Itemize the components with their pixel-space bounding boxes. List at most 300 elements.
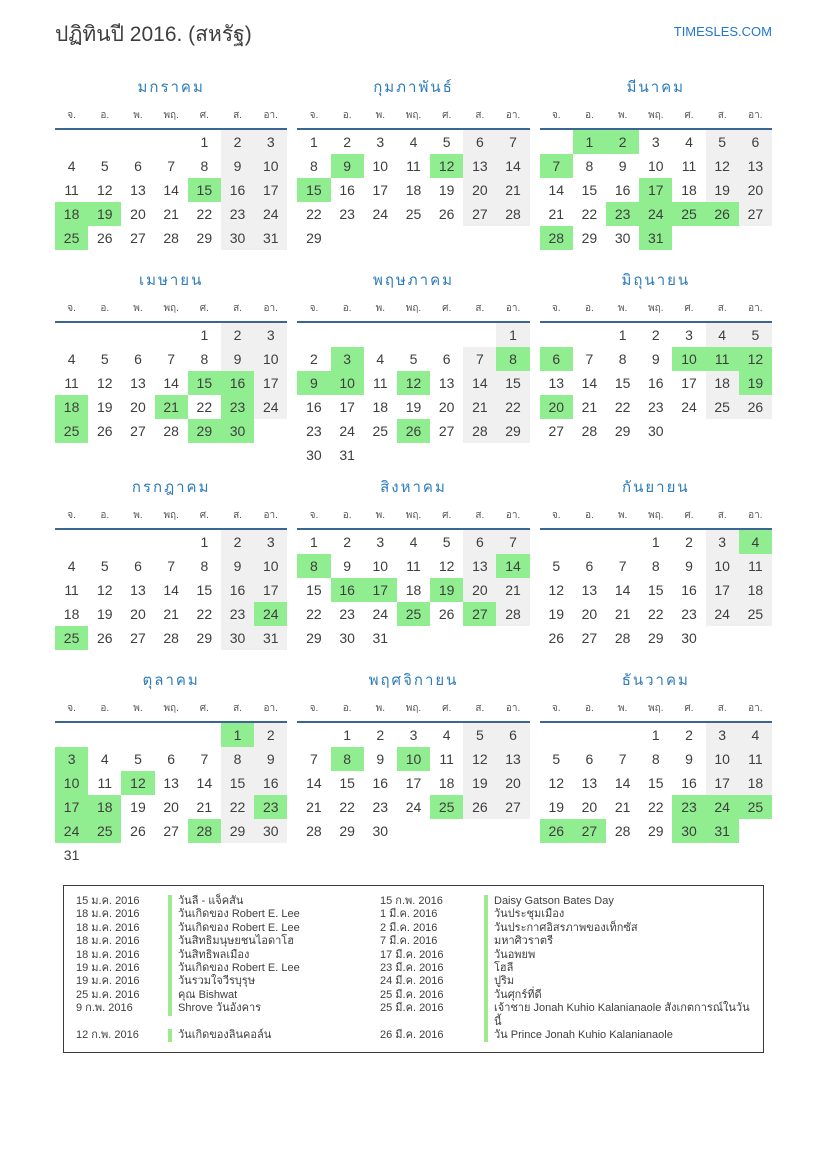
day-cell: 27: [130, 423, 146, 439]
day-cell: 22: [339, 799, 355, 815]
day-cell: 3: [254, 322, 287, 347]
legend-row: [76, 908, 753, 921]
day-cell: 14: [196, 775, 213, 791]
weekday-header: ศ.: [188, 301, 221, 322]
weekday-header: อา.: [496, 701, 529, 722]
weekday-header: อา.: [496, 508, 529, 529]
day-cell: 19: [405, 399, 422, 415]
day-cell: 9: [343, 558, 351, 574]
day-cell: 23: [339, 606, 355, 622]
day-cell: 1: [651, 727, 660, 743]
day-cell: 8: [496, 347, 529, 371]
day-cell: 30: [221, 419, 254, 443]
day-cell: 23: [648, 399, 664, 415]
month-title: กุมภาพันธ์: [373, 79, 454, 96]
day-cell: 21: [306, 799, 322, 815]
day-cell: 1: [200, 534, 209, 550]
weekday-header: พ.: [364, 301, 397, 322]
legend-date: 7 มี.ค. 2016: [380, 935, 438, 948]
day-cell: 4: [100, 751, 109, 767]
empty-cell: [155, 129, 188, 154]
legend-date: 18 ม.ค. 2016: [76, 921, 140, 934]
day-cell: 13: [581, 775, 598, 791]
weekday-header: ส.: [706, 108, 739, 129]
day-cell: 15: [581, 182, 598, 198]
weekday-header: อ.: [573, 508, 606, 529]
day-cell: 27: [548, 423, 565, 439]
day-cell: 15: [188, 178, 221, 202]
weekday-header: ศ.: [430, 701, 463, 722]
day-cell: 17: [681, 375, 697, 391]
day-cell: 31: [254, 226, 287, 250]
weekday-header: จ.: [297, 508, 330, 529]
day-cell: 3: [254, 529, 287, 554]
day-cell: 26: [463, 795, 496, 819]
legend-date: 15 ก.พ. 2016: [380, 895, 443, 907]
empty-cell: [540, 322, 573, 347]
day-cell: 15: [221, 771, 254, 795]
day-cell: 27: [130, 230, 146, 246]
legend-holiday-label: เจ้าชาย Jonah Kuhio Kalanianaole สังเกตการณ์ในวันนี้: [494, 1002, 750, 1028]
day-cell: 24: [372, 606, 389, 622]
day-cell: 16: [306, 399, 322, 415]
weekday-header: ศ.: [672, 301, 705, 322]
day-cell: 10: [254, 347, 287, 371]
day-cell: 6: [585, 751, 594, 767]
legend-holiday-label: Daisy Gatson Bates Day: [494, 895, 614, 907]
day-cell: 28: [163, 230, 179, 246]
day-cell: 29: [221, 819, 254, 843]
day-cell: 9: [618, 158, 627, 174]
day-cell: 9: [221, 347, 254, 371]
empty-cell: [397, 626, 430, 650]
day-cell: 12: [430, 154, 463, 178]
legend-date: 19 ม.ค. 2016: [76, 975, 140, 988]
day-cell: 9: [254, 747, 287, 771]
day-cell: 27: [581, 630, 598, 646]
day-cell: 4: [67, 351, 76, 367]
day-cell: 20: [163, 799, 179, 815]
weekday-header: ส.: [706, 301, 739, 322]
day-cell: 28: [463, 419, 496, 443]
legend-date: 17 มี.ค. 2016: [380, 948, 444, 961]
day-cell: 7: [167, 351, 176, 367]
month-block-4: [55, 264, 287, 467]
month-block-1: [55, 71, 287, 260]
empty-cell: [706, 419, 739, 443]
day-cell: 3: [376, 534, 385, 550]
day-cell: 19: [548, 606, 565, 622]
day-cell: 27: [463, 202, 496, 226]
month-block-3: [540, 71, 772, 260]
weekday-header: อา.: [254, 508, 287, 529]
day-cell: 29: [306, 230, 322, 246]
day-cell: 6: [496, 722, 529, 747]
day-cell: 26: [130, 823, 146, 839]
legend-holiday: [168, 922, 380, 935]
day-cell: 12: [96, 582, 113, 598]
day-cell: 25: [372, 423, 389, 439]
day-cell: 11: [706, 347, 739, 371]
day-cell: 21: [581, 399, 598, 415]
day-cell: 16: [221, 578, 254, 602]
legend-holiday: [168, 949, 380, 962]
day-cell: 6: [134, 158, 142, 174]
weekday-header: ส.: [463, 508, 496, 529]
legend-holiday-label: วันศุกร์ที่ดี: [494, 988, 542, 1001]
day-cell: 14: [614, 582, 631, 598]
day-cell: 22: [196, 606, 213, 622]
empty-cell: [540, 722, 573, 747]
day-cell: 17: [254, 371, 287, 395]
weekday-header: ส.: [221, 508, 254, 529]
day-cell: 8: [651, 751, 660, 767]
day-cell: 12: [96, 375, 113, 391]
empty-cell: [496, 226, 529, 250]
day-cell: 21: [163, 606, 179, 622]
month-calendar: [297, 301, 529, 467]
day-cell: 13: [463, 554, 496, 578]
day-cell: 10: [706, 554, 739, 578]
legend-date: 26 มี.ค. 2016: [380, 1029, 444, 1042]
day-cell: 5: [409, 351, 418, 367]
empty-cell: [496, 819, 529, 843]
legend-date: 25 มี.ค. 2016: [380, 988, 444, 1001]
day-cell: 18: [372, 399, 389, 415]
day-cell: 13: [130, 182, 146, 198]
empty-cell: [463, 626, 496, 650]
day-cell: 8: [651, 558, 660, 574]
empty-cell: [331, 226, 364, 250]
day-cell: 3: [706, 722, 739, 747]
day-cell: 20: [739, 178, 772, 202]
weekday-header: อ.: [88, 508, 121, 529]
day-cell: 6: [585, 558, 594, 574]
day-cell: 9: [221, 554, 254, 578]
day-cell: 22: [614, 399, 631, 415]
day-cell: 31: [706, 819, 739, 843]
month-title: ธันวาคม: [621, 672, 690, 689]
site-link[interactable]: TIMESLES.COM: [673, 24, 772, 39]
day-cell: 15: [188, 371, 221, 395]
weekday-header: ศ.: [672, 701, 705, 722]
day-cell: 21: [463, 395, 496, 419]
legend-holiday-label: วันลี - แจ็คสัน: [178, 895, 244, 907]
legend-row: [76, 1002, 753, 1029]
legend-holiday-label: คุณ Bishwat: [178, 988, 238, 1001]
day-cell: 24: [254, 202, 287, 226]
weekday-header: อา.: [739, 301, 772, 322]
legend-holiday-label: วันเกิดของ Robert E. Lee: [178, 921, 300, 934]
weekday-header: จ.: [297, 108, 330, 129]
empty-cell: [88, 722, 121, 747]
day-cell: 31: [63, 847, 80, 863]
day-cell: 23: [221, 602, 254, 626]
day-cell: 13: [163, 775, 179, 791]
weekday-header: พ.: [121, 508, 154, 529]
day-cell: 28: [614, 823, 631, 839]
day-cell: 7: [463, 347, 496, 371]
day-cell: 25: [739, 602, 772, 626]
day-cell: 25: [88, 819, 121, 843]
day-cell: 16: [339, 182, 355, 198]
day-cell: 8: [310, 158, 318, 174]
day-cell: 19: [739, 371, 772, 395]
day-cell: 9: [651, 351, 660, 367]
empty-cell: [188, 843, 221, 867]
day-cell: 24: [405, 799, 422, 815]
legend-date: 12 ก.พ. 2016: [76, 1029, 139, 1042]
holiday-marker-icon: [484, 1029, 488, 1042]
legend-holiday-label: วันรวมใจวีรบุรุษ: [178, 975, 256, 988]
month-title: พฤษภาคม: [372, 272, 455, 289]
day-cell: 10: [706, 747, 739, 771]
legend-holiday: [168, 1002, 380, 1015]
day-cell: 8: [221, 747, 254, 771]
empty-cell: [672, 419, 705, 443]
legend-holiday: [484, 1029, 753, 1042]
day-cell: 29: [306, 630, 322, 646]
day-cell: 7: [167, 558, 176, 574]
day-cell: 17: [55, 795, 88, 819]
day-cell: 28: [163, 630, 179, 646]
day-cell: 3: [651, 134, 660, 150]
day-cell: 19: [548, 799, 565, 815]
weekday-header: อา.: [254, 108, 287, 129]
day-cell: 1: [651, 534, 660, 550]
day-cell: 17: [706, 578, 739, 602]
weekday-header: ส.: [463, 701, 496, 722]
month-block-10: [55, 664, 287, 867]
day-cell: 8: [200, 351, 209, 367]
day-cell: 2: [310, 351, 318, 367]
day-cell: 3: [409, 727, 418, 743]
weekday-header: พฤ.: [397, 108, 430, 129]
legend-holiday: [168, 908, 380, 921]
day-cell: 10: [372, 158, 389, 174]
day-cell: 18: [55, 395, 88, 419]
day-cell: 5: [463, 722, 496, 747]
day-cell: 23: [372, 799, 389, 815]
day-cell: 2: [343, 534, 351, 550]
day-cell: 7: [540, 154, 573, 178]
day-cell: 1: [200, 327, 209, 343]
holiday-marker-icon: [168, 962, 172, 975]
day-cell: 3: [331, 347, 364, 371]
legend-row: [76, 989, 753, 1002]
legend-holiday: [484, 908, 753, 921]
weekday-header: อ.: [331, 301, 364, 322]
empty-cell: [121, 129, 154, 154]
empty-cell: [254, 419, 287, 443]
day-cell: 16: [648, 375, 664, 391]
legend-holiday-label: วัน Prince Jonah Kuhio Kalanianaole: [494, 1029, 673, 1042]
day-cell: 23: [254, 795, 287, 819]
month-calendar: [540, 508, 772, 650]
day-cell: 25: [405, 206, 422, 222]
day-cell: 23: [221, 202, 254, 226]
day-cell: 11: [739, 554, 772, 578]
day-cell: 11: [406, 558, 421, 574]
day-cell: 25: [672, 202, 705, 226]
weekday-header: พฤ.: [155, 508, 188, 529]
legend-date: 1 มี.ค. 2016: [380, 908, 438, 921]
legend-holiday-label: Shrove วันอังคาร: [178, 1002, 262, 1015]
legend-holiday-label: วันเกิดของลินคอล์น: [178, 1029, 272, 1042]
day-cell: 4: [739, 529, 772, 554]
day-cell: 24: [339, 423, 355, 439]
weekday-header: พฤ.: [639, 508, 672, 529]
day-cell: 24: [55, 819, 88, 843]
weekday-header: พ.: [606, 108, 639, 129]
day-cell: 16: [681, 775, 697, 791]
legend-date: 25 ม.ค. 2016: [76, 988, 140, 1001]
day-cell: 13: [130, 582, 146, 598]
day-cell: 4: [442, 727, 451, 743]
weekday-header: พ.: [364, 108, 397, 129]
day-cell: 1: [200, 134, 209, 150]
day-cell: 14: [496, 154, 529, 178]
empty-cell: [430, 226, 463, 250]
day-cell: 28: [306, 823, 322, 839]
empty-cell: [55, 129, 88, 154]
day-cell: 28: [496, 202, 529, 226]
day-cell: 16: [254, 771, 287, 795]
day-cell: 23: [339, 206, 355, 222]
day-cell: 29: [648, 823, 664, 839]
day-cell: 18: [681, 182, 697, 198]
day-cell: 13: [581, 582, 598, 598]
day-cell: 11: [64, 375, 79, 391]
legend-holiday: [484, 949, 753, 962]
day-cell: 30: [614, 230, 631, 246]
day-cell: 17: [364, 578, 397, 602]
empty-cell: [706, 226, 739, 250]
legend-date: 24 มี.ค. 2016: [380, 975, 444, 988]
weekday-header: พฤ.: [155, 301, 188, 322]
empty-cell: [155, 322, 188, 347]
day-cell: 16: [681, 582, 697, 598]
weekday-header: พฤ.: [639, 108, 672, 129]
holiday-marker-icon: [484, 895, 488, 908]
weekday-header: พ.: [606, 701, 639, 722]
empty-cell: [121, 722, 154, 747]
empty-cell: [739, 626, 772, 650]
holiday-marker-icon: [168, 935, 172, 948]
month-calendar: [55, 701, 287, 867]
empty-cell: [739, 226, 772, 250]
empty-cell: [397, 443, 430, 467]
empty-cell: [606, 722, 639, 747]
months-grid: [55, 71, 772, 871]
day-cell: 24: [681, 399, 697, 415]
legend-date: 15 ม.ค. 2016: [76, 895, 140, 907]
day-cell: 16: [331, 578, 364, 602]
day-cell: 29: [188, 419, 221, 443]
day-cell: 18: [438, 775, 455, 791]
day-cell: 14: [163, 582, 179, 598]
day-cell: 7: [310, 751, 318, 767]
day-cell: 14: [548, 182, 565, 198]
legend-box: [63, 885, 764, 1053]
day-cell: 24: [706, 602, 739, 626]
day-cell: 29: [496, 419, 529, 443]
day-cell: 24: [254, 395, 287, 419]
day-cell: 2: [685, 727, 693, 743]
day-cell: 5: [100, 351, 109, 367]
day-cell: 27: [163, 823, 179, 839]
day-cell: 2: [651, 327, 660, 343]
empty-cell: [88, 843, 121, 867]
weekday-header: อา.: [254, 301, 287, 322]
day-cell: 13: [739, 154, 772, 178]
empty-cell: [364, 443, 397, 467]
day-cell: 14: [163, 182, 179, 198]
day-cell: 4: [685, 134, 693, 150]
day-cell: 11: [97, 775, 113, 791]
day-cell: 10: [254, 154, 287, 178]
day-cell: 19: [88, 202, 121, 226]
day-cell: 3: [685, 327, 693, 343]
weekday-header: อ.: [573, 701, 606, 722]
day-cell: 26: [96, 423, 113, 439]
month-calendar: [297, 108, 529, 250]
page-title: ปฏิทินปี 2016. (สหรัฐ): [55, 23, 252, 46]
day-cell: 20: [581, 799, 598, 815]
day-cell: 7: [200, 751, 209, 767]
month-block-8: [297, 471, 529, 660]
holiday-marker-icon: [484, 935, 488, 948]
day-cell: 14: [581, 375, 598, 391]
day-cell: 5: [706, 129, 739, 154]
day-cell: 24: [706, 795, 739, 819]
month-calendar: [55, 508, 287, 650]
holiday-marker-icon: [168, 1029, 172, 1042]
day-cell: 15: [496, 371, 529, 395]
weekday-header: ส.: [706, 701, 739, 722]
day-cell: 22: [306, 606, 322, 622]
empty-cell: [55, 722, 88, 747]
holiday-marker-icon: [484, 949, 488, 962]
empty-cell: [463, 819, 496, 843]
day-cell: 9: [376, 751, 385, 767]
weekday-header: ส.: [706, 508, 739, 529]
legend-holiday: [168, 989, 380, 1002]
day-cell: 21: [163, 206, 179, 222]
day-cell: 7: [585, 351, 594, 367]
legend-holiday-label: วันเกิดของ Robert E. Lee: [178, 908, 300, 921]
legend-holiday-label: โฮลี: [494, 962, 514, 975]
day-cell: 5: [739, 322, 772, 347]
day-cell: 3: [55, 747, 88, 771]
weekday-header: พฤ.: [639, 701, 672, 722]
weekday-header: อา.: [739, 508, 772, 529]
day-cell: 1: [496, 322, 529, 347]
day-cell: 4: [409, 134, 418, 150]
day-cell: 4: [67, 558, 76, 574]
legend-holiday: [168, 935, 380, 948]
day-cell: 6: [463, 529, 496, 554]
day-cell: 5: [100, 158, 109, 174]
day-cell: 25: [430, 795, 463, 819]
legend-row: [76, 922, 753, 935]
legend-holiday-label: วันประชุมเมือง: [494, 908, 565, 921]
day-cell: 22: [306, 206, 322, 222]
day-cell: 12: [397, 371, 430, 395]
month-block-9: [540, 471, 772, 660]
day-cell: 20: [130, 399, 146, 415]
day-cell: 28: [581, 423, 598, 439]
